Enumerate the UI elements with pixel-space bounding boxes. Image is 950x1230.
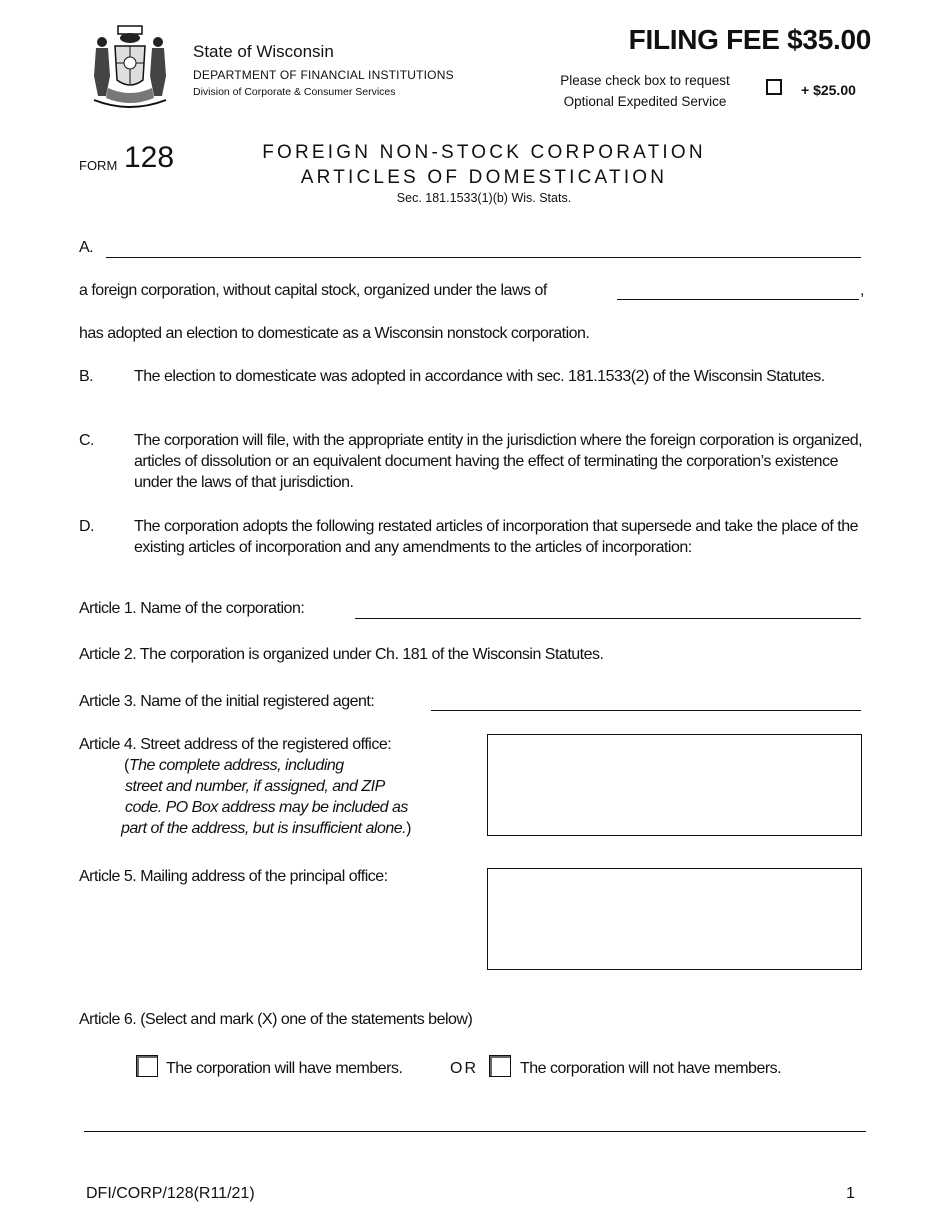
article-4-note: [121, 755, 481, 839]
article-6-label: Article 6. (Select and mark (X) one of the statements below): [79, 1011, 473, 1028]
article-1-name-field[interactable]: [355, 618, 861, 619]
expedite-line-2: Optional Expedited Service: [563, 94, 727, 109]
expedite-instructions: [540, 70, 750, 112]
registered-office-address-box[interactable]: [487, 734, 862, 836]
note-line-3: code. PO Box address may be included as: [125, 799, 408, 816]
note-line-1: The complete address, including: [128, 757, 344, 774]
no-members-checkbox[interactable]: [489, 1055, 511, 1077]
section-b-label: B.: [79, 368, 94, 385]
section-a-label: A.: [79, 239, 94, 256]
note-close-paren: ): [406, 820, 411, 837]
filing-fee: FILING FEE $35.00: [628, 24, 871, 55]
wisconsin-state-seal-icon: [80, 24, 180, 116]
form-label: FORM: [79, 158, 118, 173]
note-line-4: part of the address, but is insufficient alone.: [121, 820, 407, 837]
form-revision-code: DFI/CORP/128(R11/21): [86, 1185, 255, 1202]
section-a-text-2: has adopted an election to domesticate as a Wisconsin nonstock corporation.: [79, 325, 590, 342]
note-open-paren: (: [124, 757, 129, 774]
state-name: State of Wisconsin: [193, 42, 334, 61]
statute-reference: Sec. 181.1533(1)(b) Wis. Stats.: [396, 191, 572, 205]
department-name: DEPARTMENT OF FINANCIAL INSTITUTIONS: [193, 68, 454, 82]
section-c-label: C.: [79, 432, 94, 449]
section-a-text-1: a foreign corporation, without capital stock, organized under the laws of: [79, 282, 547, 299]
form-number: 128: [124, 141, 175, 174]
form-title-line-2: ARTICLES OF DOMESTICATION: [300, 167, 668, 188]
expedite-fee: + $25.00: [801, 82, 856, 98]
registered-agent-field[interactable]: [431, 710, 861, 711]
no-members-label: The corporation will not have members.: [520, 1060, 782, 1077]
corporation-name-field[interactable]: [106, 257, 861, 258]
note-line-2: street and number, if assigned, and ZIP: [125, 778, 385, 795]
section-b-text: The election to domesticate was adopted in accordance with sec. 181.1533(2) of the Wisconsin Statutes.: [134, 368, 825, 385]
principal-office-address-box[interactable]: [487, 868, 862, 970]
expedite-line-1: Please check box to request: [560, 73, 730, 88]
section-d-text: The corporation adopts the following restated articles of incorporation that supersede and take the place of the existing articles of incorporation and any amendments to the articles of incorporation:: [134, 518, 859, 556]
jurisdiction-field[interactable]: [617, 299, 859, 300]
article-1-label: Article 1. Name of the corporation:: [79, 600, 305, 617]
footer-divider: [84, 1131, 866, 1132]
or-label: OR: [450, 1060, 478, 1077]
section-d-label: D.: [79, 518, 94, 535]
article-4-label: Article 4. Street address of the registered office:: [79, 736, 392, 753]
article-3-label: Article 3. Name of the initial registered agent:: [79, 693, 375, 710]
section-c-text: The corporation will file, with the appropriate entity in the jurisdiction where the foreign corporation is organized, articles of dissolution or an equivalent document having the effect of terminating the corporation’s existence under the laws of that jurisdiction.: [134, 432, 863, 491]
expedite-checkbox[interactable]: [766, 79, 782, 95]
have-members-label: The corporation will have members.: [166, 1060, 403, 1077]
form-title-line-1: FOREIGN NON-STOCK CORPORATION: [262, 142, 706, 163]
have-members-checkbox[interactable]: [136, 1055, 158, 1077]
page-number: 1: [846, 1185, 855, 1202]
division-name: Division of Corporate & Consumer Services: [193, 86, 396, 98]
section-a-comma: ,: [860, 282, 864, 299]
article-2-text: Article 2. The corporation is organized under Ch. 181 of the Wisconsin Statutes.: [79, 646, 604, 663]
article-5-label: Article 5. Mailing address of the principal office:: [79, 868, 388, 885]
